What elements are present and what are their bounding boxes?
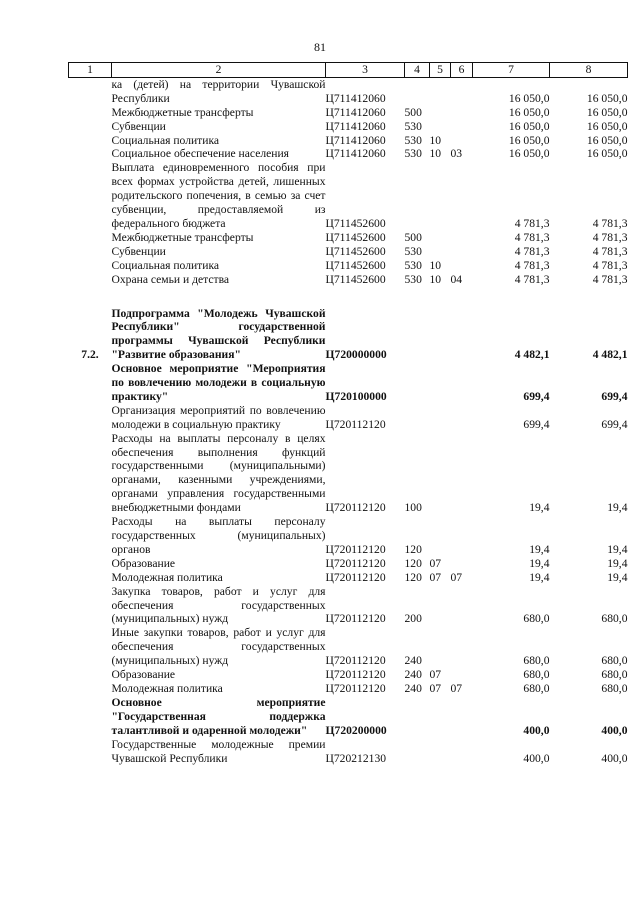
section-code: 10 bbox=[429, 272, 442, 286]
section-code bbox=[430, 106, 451, 120]
table-row bbox=[69, 668, 628, 682]
expense-type: 530 bbox=[404, 147, 422, 161]
expense-type bbox=[405, 696, 430, 738]
expense-type bbox=[405, 404, 430, 432]
row-name: Субвенции bbox=[111, 119, 166, 133]
row-number bbox=[69, 571, 112, 585]
amount-2017: 19,4 bbox=[529, 570, 550, 584]
row-number bbox=[69, 626, 112, 668]
expense-type: 240 bbox=[404, 681, 422, 695]
expense-type bbox=[405, 77, 430, 105]
row-number bbox=[69, 738, 112, 766]
amount-2018: 19,4 bbox=[607, 501, 628, 515]
expense-type bbox=[405, 161, 430, 231]
subsection-code bbox=[451, 668, 473, 682]
amount-2017: 680,0 bbox=[523, 612, 550, 626]
budget-code: Ц720000000 bbox=[325, 348, 387, 362]
budget-table bbox=[68, 62, 628, 765]
amount-2018: 4 781,3 bbox=[592, 230, 628, 244]
amount-2018: 16 050,0 bbox=[586, 105, 628, 119]
amount-2018: 680,0 bbox=[601, 654, 628, 668]
row-name: Организация мероприятий по вовлечению молодежи в социальную практику bbox=[111, 403, 326, 431]
amount-2018: 4 781,3 bbox=[592, 258, 628, 272]
spacer-cell bbox=[69, 287, 628, 307]
subsection-code bbox=[451, 432, 473, 515]
table-row bbox=[69, 77, 628, 105]
row-number bbox=[69, 273, 112, 287]
row-name: Основное мероприятие "Мероприятия по вовлечению молодежи в социальную практику" bbox=[111, 362, 326, 403]
table-body bbox=[69, 77, 628, 765]
section-code bbox=[430, 738, 451, 766]
subsection-code bbox=[451, 585, 473, 627]
subsection-code bbox=[451, 404, 473, 432]
table-row bbox=[69, 626, 628, 668]
amount-2017: 680,0 bbox=[523, 668, 550, 682]
section-code: 10 bbox=[429, 258, 442, 272]
table-row bbox=[69, 307, 628, 363]
budget-code: Ц711412060 bbox=[325, 91, 386, 105]
section-code bbox=[430, 307, 451, 363]
budget-code: Ц720112120 bbox=[325, 681, 386, 695]
table-row bbox=[69, 106, 628, 120]
table-row bbox=[69, 557, 628, 571]
amount-2017: 680,0 bbox=[523, 654, 550, 668]
amount-2017: 4 781,3 bbox=[514, 272, 550, 286]
row-name: Социальное обеспечение населения bbox=[111, 147, 290, 161]
row-number bbox=[69, 696, 112, 738]
section-code bbox=[430, 77, 451, 105]
spacer-row bbox=[69, 287, 628, 307]
amount-2018: 16 050,0 bbox=[586, 133, 628, 147]
subsection-code bbox=[451, 362, 473, 404]
table-row bbox=[69, 515, 628, 557]
row-number bbox=[69, 668, 112, 682]
budget-code: Ц720100000 bbox=[325, 389, 387, 403]
row-number bbox=[69, 515, 112, 557]
amount-2017: 699,4 bbox=[523, 389, 550, 403]
budget-code: Ц711452600 bbox=[325, 230, 386, 244]
budget-code: Ц720112120 bbox=[325, 556, 386, 570]
expense-type: 530 bbox=[404, 119, 422, 133]
amount-2018: 16 050,0 bbox=[586, 147, 628, 161]
row-name: Социальная политика bbox=[111, 133, 220, 147]
budget-code: Ц711412060 bbox=[325, 119, 386, 133]
budget-code: Ц720112120 bbox=[325, 612, 386, 626]
amount-2017: 400,0 bbox=[523, 723, 550, 737]
row-number bbox=[69, 432, 112, 515]
row-name: Межбюджетные трансферты bbox=[111, 230, 254, 244]
subsection-code bbox=[451, 626, 473, 668]
expense-type: 530 bbox=[404, 258, 422, 272]
subsection-code bbox=[451, 738, 473, 766]
subsection-code bbox=[451, 696, 473, 738]
budget-code: Ц720112120 bbox=[325, 542, 386, 556]
table-row bbox=[69, 432, 628, 515]
row-name: Субвенции bbox=[111, 244, 166, 258]
amount-2017: 16 050,0 bbox=[508, 119, 550, 133]
amount-2018: 680,0 bbox=[601, 681, 628, 695]
budget-code: Ц711452600 bbox=[325, 244, 386, 258]
budget-code: Ц720112120 bbox=[325, 668, 386, 682]
section-code bbox=[430, 696, 451, 738]
table-row bbox=[69, 259, 628, 273]
row-number bbox=[69, 404, 112, 432]
section-code bbox=[430, 245, 451, 259]
amount-2017: 16 050,0 bbox=[508, 91, 550, 105]
subsection-code bbox=[451, 515, 473, 557]
row-number bbox=[69, 106, 112, 120]
header-col-8: 8 bbox=[550, 63, 628, 78]
row-name: Расходы на выплаты персоналу в целях обеспечения выполнения функций государственными (муниципальными) органами, казенными учреждениями, органами управления государственными внебюджетными фондами bbox=[111, 431, 326, 515]
budget-code: Ц720112120 bbox=[325, 570, 386, 584]
row-number bbox=[69, 245, 112, 259]
table-row bbox=[69, 134, 628, 148]
table-row bbox=[69, 404, 628, 432]
section-code bbox=[430, 362, 451, 404]
table-row bbox=[69, 147, 628, 161]
amount-2018: 19,4 bbox=[607, 556, 628, 570]
amount-2017: 4 482,1 bbox=[514, 348, 550, 362]
subsection-code: 04 bbox=[450, 272, 463, 286]
amount-2018: 699,4 bbox=[601, 417, 628, 431]
amount-2017: 19,4 bbox=[529, 556, 550, 570]
row-name: ка (детей) на территории Чувашской Республики bbox=[111, 77, 326, 105]
subsection-code bbox=[451, 245, 473, 259]
subsection-code: 07 bbox=[450, 681, 463, 695]
row-name: Выплата единовременного пособия при всех формах устройства детей, лишенных родительского попечения, в семью за счет субвенции, предоставляемой из федерального бюджета bbox=[111, 161, 326, 230]
budget-code: Ц711412060 bbox=[325, 147, 386, 161]
subsection-code bbox=[451, 161, 473, 231]
row-name: Расходы на выплаты персоналу государственных (муниципальных) органов bbox=[111, 515, 326, 556]
row-name: Образование bbox=[111, 668, 176, 682]
table-row bbox=[69, 231, 628, 245]
section-code bbox=[430, 585, 451, 627]
column-number-header-row bbox=[69, 63, 628, 78]
budget-code: Ц711452600 bbox=[325, 216, 386, 230]
amount-2017: 16 050,0 bbox=[508, 133, 550, 147]
row-number bbox=[69, 120, 112, 134]
subsection-code bbox=[451, 106, 473, 120]
table-row bbox=[69, 362, 628, 404]
expense-type: 530 bbox=[404, 272, 422, 286]
amount-2017: 4 781,3 bbox=[514, 216, 550, 230]
header-col-5: 5 bbox=[430, 63, 451, 78]
section-code bbox=[430, 515, 451, 557]
table-row bbox=[69, 571, 628, 585]
row-number bbox=[69, 231, 112, 245]
row-number bbox=[69, 161, 112, 231]
subsection-code: 03 bbox=[450, 147, 463, 161]
table-row bbox=[69, 585, 628, 627]
section-code: 07 bbox=[429, 570, 442, 584]
row-name: Социальная политика bbox=[111, 258, 220, 272]
amount-2018: 400,0 bbox=[601, 751, 628, 765]
row-name: Межбюджетные трансферты bbox=[111, 105, 254, 119]
budget-code: Ц720112120 bbox=[325, 417, 386, 431]
expense-type bbox=[405, 307, 430, 363]
subsection-code bbox=[451, 120, 473, 134]
row-number bbox=[69, 585, 112, 627]
table-row bbox=[69, 161, 628, 231]
amount-2017: 699,4 bbox=[523, 417, 550, 431]
budget-code: Ц711412060 bbox=[325, 133, 386, 147]
expense-type: 120 bbox=[404, 556, 422, 570]
subsection-code bbox=[451, 557, 473, 571]
amount-2017: 4 781,3 bbox=[514, 244, 550, 258]
table-row bbox=[69, 696, 628, 738]
expense-type: 200 bbox=[404, 612, 422, 626]
expense-type: 530 bbox=[404, 244, 422, 258]
subsection-code bbox=[451, 259, 473, 273]
subsection-code: 07 bbox=[450, 570, 463, 584]
expense-type: 120 bbox=[404, 570, 422, 584]
section-code bbox=[430, 231, 451, 245]
section-code bbox=[430, 120, 451, 134]
section-code bbox=[430, 432, 451, 515]
amount-2018: 4 781,3 bbox=[592, 272, 628, 286]
row-number: 7.2. bbox=[81, 348, 99, 362]
table-row bbox=[69, 273, 628, 287]
expense-type: 240 bbox=[404, 668, 422, 682]
amount-2018: 680,0 bbox=[601, 612, 628, 626]
subsection-code bbox=[451, 231, 473, 245]
amount-2018: 16 050,0 bbox=[586, 119, 628, 133]
row-name: Охрана семьи и детства bbox=[111, 272, 230, 286]
budget-code: Ц711452600 bbox=[325, 258, 386, 272]
row-name: Иные закупки товаров, работ и услуг для обеспечения государственных (муниципальных) нужд bbox=[111, 626, 326, 668]
amount-2018: 4 482,1 bbox=[592, 348, 628, 362]
expense-type: 500 bbox=[404, 105, 422, 119]
amount-2017: 400,0 bbox=[523, 751, 550, 765]
section-code: 07 bbox=[429, 681, 442, 695]
amount-2017: 16 050,0 bbox=[508, 105, 550, 119]
row-number bbox=[69, 682, 112, 696]
header-col-2: 2 bbox=[112, 63, 326, 78]
header-col-1: 1 bbox=[69, 63, 112, 78]
amount-2018: 680,0 bbox=[601, 668, 628, 682]
row-name: Основное мероприятие "Государственная поддержка талантливой и одаренной молодежи" bbox=[111, 695, 326, 737]
row-number bbox=[69, 259, 112, 273]
row-number bbox=[69, 77, 112, 105]
amount-2018: 19,4 bbox=[607, 542, 628, 556]
subsection-code bbox=[451, 77, 473, 105]
section-code: 10 bbox=[429, 147, 442, 161]
table-row bbox=[69, 682, 628, 696]
section-code: 07 bbox=[429, 668, 442, 682]
row-number bbox=[69, 362, 112, 404]
subsection-code bbox=[451, 134, 473, 148]
header-col-4: 4 bbox=[405, 63, 430, 78]
budget-code: Ц720112120 bbox=[325, 654, 386, 668]
expense-type: 120 bbox=[404, 542, 422, 556]
expense-type bbox=[405, 738, 430, 766]
table-row bbox=[69, 738, 628, 766]
amount-2018: 4 781,3 bbox=[592, 244, 628, 258]
budget-code: Ц720112120 bbox=[325, 501, 386, 515]
amount-2018: 19,4 bbox=[607, 570, 628, 584]
budget-code: Ц720212130 bbox=[325, 751, 387, 765]
row-name: Молодежная политика bbox=[111, 570, 223, 584]
expense-type: 500 bbox=[404, 230, 422, 244]
section-code bbox=[430, 404, 451, 432]
table-row bbox=[69, 120, 628, 134]
amount-2018: 400,0 bbox=[601, 723, 628, 737]
amount-2017: 16 050,0 bbox=[508, 147, 550, 161]
section-code bbox=[430, 626, 451, 668]
header-col-7: 7 bbox=[473, 63, 550, 78]
amount-2017: 680,0 bbox=[523, 681, 550, 695]
page-number: 81 bbox=[314, 40, 326, 54]
budget-code: Ц720200000 bbox=[325, 723, 387, 737]
row-name: Подпрограмма "Молодежь Чувашской Республики" государственной программы Чувашской Республики "Развитие образования" bbox=[111, 306, 326, 362]
row-number bbox=[69, 557, 112, 571]
budget-code: Ц711452600 bbox=[325, 272, 386, 286]
header-col-6: 6 bbox=[451, 63, 473, 78]
row-name: Государственные молодежные премии Чувашской Республики bbox=[111, 737, 326, 765]
expense-type bbox=[405, 362, 430, 404]
row-number bbox=[69, 134, 112, 148]
expense-type: 240 bbox=[404, 654, 422, 668]
section-code: 10 bbox=[429, 133, 442, 147]
section-code: 07 bbox=[429, 556, 442, 570]
section-code bbox=[430, 161, 451, 231]
row-name: Закупка товаров, работ и услуг для обеспечения государственных (муниципальных) нужд bbox=[111, 584, 326, 626]
row-name: Молодежная политика bbox=[111, 681, 223, 695]
subsection-code bbox=[451, 307, 473, 363]
amount-2017: 19,4 bbox=[529, 542, 550, 556]
row-number bbox=[69, 147, 112, 161]
row-name: Образование bbox=[111, 556, 176, 570]
expense-type: 100 bbox=[404, 501, 422, 515]
amount-2017: 4 781,3 bbox=[514, 258, 550, 272]
amount-2017: 4 781,3 bbox=[514, 230, 550, 244]
expense-type: 530 bbox=[404, 133, 422, 147]
amount-2018: 16 050,0 bbox=[586, 91, 628, 105]
amount-2018: 4 781,3 bbox=[592, 216, 628, 230]
budget-code: Ц711412060 bbox=[325, 105, 386, 119]
amount-2018: 699,4 bbox=[601, 389, 628, 403]
amount-2017: 19,4 bbox=[529, 501, 550, 515]
header-col-3: 3 bbox=[326, 63, 405, 78]
table-row bbox=[69, 245, 628, 259]
